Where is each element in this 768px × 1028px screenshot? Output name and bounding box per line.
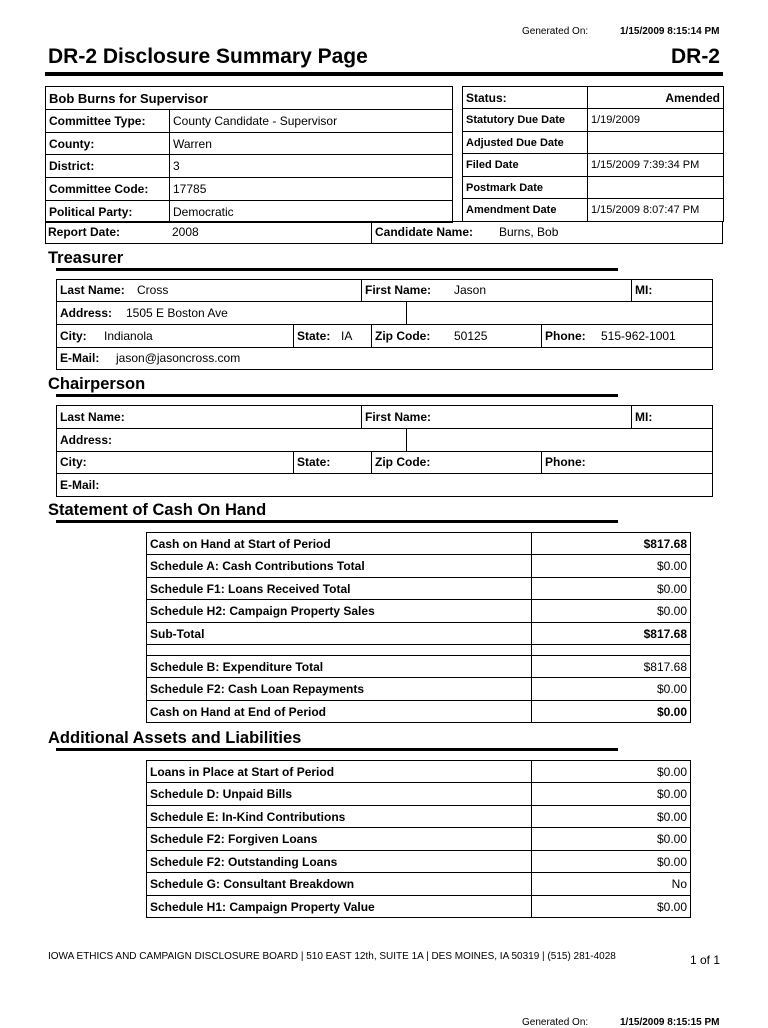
- committee-row-value: 17785: [170, 178, 453, 201]
- form-code: DR-2: [670, 45, 720, 68]
- treasurer-address-value: 1505 E Boston Ave: [126, 306, 228, 320]
- cash-on-hand-heading: Statement of Cash On Hand: [48, 501, 267, 519]
- asset-row-value: $0.00: [532, 851, 691, 873]
- asset-row-label: Schedule E: In-Kind Contributions: [147, 806, 532, 828]
- asset-row: [147, 761, 691, 783]
- treasurer-col-divider: [541, 324, 542, 347]
- cash-on-hand-rule: [56, 520, 618, 523]
- asset-row: [147, 851, 691, 873]
- page-number: 1 of 1: [689, 953, 720, 967]
- cash-row-value: $817.68: [532, 656, 691, 678]
- assets-table: [146, 760, 691, 918]
- next-generated-on-label: Generated On:: [522, 1017, 589, 1028]
- status-row-value: 1/15/2009 8:07:47 PM: [588, 199, 724, 222]
- chairperson-rule: [56, 394, 618, 397]
- asset-row-value: $0.00: [532, 761, 691, 783]
- treasurer-phone-label: Phone:: [545, 329, 586, 343]
- cash-row: [147, 533, 691, 555]
- status-row-label: Adjusted Due Date: [463, 132, 588, 154]
- asset-row-value: $0.00: [532, 896, 691, 918]
- chairperson-col-divider: [361, 405, 362, 428]
- asset-row-value: $0.00: [532, 806, 691, 828]
- treasurer-address-label: Address:: [60, 306, 113, 320]
- status-row: [463, 154, 724, 177]
- chairperson-col-divider: [631, 405, 632, 428]
- chairperson-city-label: City:: [60, 455, 87, 469]
- asset-row-label: Schedule G: Consultant Breakdown: [147, 873, 532, 896]
- status-row: [463, 109, 724, 132]
- status-row: [463, 177, 724, 199]
- status-row-value: [588, 177, 724, 199]
- committee-row-value: Warren: [170, 133, 453, 155]
- cash-row: [147, 678, 691, 701]
- treasurer-row-divider: [56, 301, 713, 302]
- cash-row: [147, 623, 691, 645]
- treasurer-email-label: E-Mail:: [60, 351, 100, 365]
- status-table: [462, 86, 724, 222]
- report-date-divider: [371, 221, 372, 244]
- committee-row: [46, 201, 453, 223]
- chairperson-address-label: Address:: [60, 433, 113, 447]
- treasurer-col-divider: [361, 279, 362, 302]
- treasurer-last-name-value: Cross: [137, 283, 169, 297]
- candidate-name-value: Burns, Bob: [499, 225, 559, 239]
- title-rule: [45, 72, 723, 76]
- report-date-label: Report Date:: [48, 225, 121, 239]
- chairperson-col-divider: [541, 451, 542, 473]
- cash-row-label: Schedule F1: Loans Received Total: [147, 578, 532, 600]
- status-row-label: Statutory Due Date: [463, 109, 588, 132]
- status-row-value: 1/15/2009 7:39:34 PM: [588, 154, 724, 177]
- committee-row-label: District:: [46, 155, 170, 178]
- assets-rule: [56, 748, 618, 751]
- treasurer-city-label: City:: [60, 329, 87, 343]
- status-row-value: [588, 132, 724, 154]
- cash-row-label: Cash on Hand at End of Period: [147, 701, 532, 723]
- treasurer-row-divider: [56, 347, 713, 348]
- chairperson-heading: Chairperson: [48, 375, 146, 393]
- committee-row-value: County Candidate - Supervisor: [170, 110, 453, 133]
- status-badge: Amended: [588, 87, 724, 109]
- generated-on-label: Generated On:: [522, 26, 589, 37]
- asset-row-value: $0.00: [532, 783, 691, 806]
- cash-row-value: $0.00: [532, 678, 691, 701]
- asset-row: [147, 896, 691, 918]
- committee-row: [46, 178, 453, 201]
- chairperson-row-divider: [56, 473, 713, 474]
- candidate-name-label: Candidate Name:: [375, 225, 474, 239]
- cash-row-value: $817.68: [532, 533, 691, 555]
- cash-row-label: Schedule F2: Cash Loan Repayments: [147, 678, 532, 701]
- chairperson-state-label: State:: [297, 455, 331, 469]
- cash-row-value: $0.00: [532, 600, 691, 623]
- asset-row: [147, 806, 691, 828]
- committee-row-label: Political Party:: [46, 201, 170, 223]
- asset-row-label: Schedule H1: Campaign Property Value: [147, 896, 532, 918]
- cash-on-hand-table: [146, 532, 691, 723]
- committee-table: [45, 86, 453, 223]
- cash-row-value: $817.68: [532, 623, 691, 645]
- asset-row: [147, 873, 691, 896]
- status-row-label: Amendment Date: [463, 199, 588, 222]
- cash-row: [147, 656, 691, 678]
- chairperson-first-name-label: First Name:: [365, 410, 432, 424]
- treasurer-row-divider: [56, 324, 713, 325]
- cash-row-label: Cash on Hand at Start of Period: [147, 533, 532, 555]
- cash-row: [147, 600, 691, 623]
- chairperson-last-name-label: Last Name:: [60, 410, 125, 424]
- asset-row-label: Loans in Place at Start of Period: [147, 761, 532, 783]
- cash-row-label: Schedule B: Expenditure Total: [147, 656, 532, 678]
- assets-heading: Additional Assets and Liabilities: [48, 729, 302, 747]
- cash-row-value: $0.00: [532, 555, 691, 578]
- committee-name: Bob Burns for Supervisor: [46, 87, 453, 110]
- treasurer-rule: [56, 268, 618, 271]
- chairperson-row-divider: [56, 428, 713, 429]
- treasurer-col-divider: [406, 301, 407, 324]
- asset-row-label: Schedule F2: Outstanding Loans: [147, 851, 532, 873]
- committee-row-value: Democratic: [170, 201, 453, 223]
- status-row-label: Filed Date: [463, 154, 588, 177]
- treasurer-first-name-label: First Name:: [365, 283, 432, 297]
- treasurer-last-name-label: Last Name:: [60, 283, 125, 297]
- treasurer-phone-value: 515-962-1001: [601, 329, 676, 343]
- treasurer-city-value: Indianola: [104, 329, 153, 343]
- status-row: [463, 132, 724, 154]
- committee-row: [46, 133, 453, 155]
- chairperson-zip-label: Zip Code:: [375, 455, 431, 469]
- asset-row-value: $0.00: [532, 828, 691, 851]
- cash-row-label: Schedule H2: Campaign Property Sales: [147, 600, 532, 623]
- chairperson-col-divider: [293, 451, 294, 473]
- chairperson-mi-label: MI:: [635, 410, 653, 424]
- status-row-value: 1/19/2009: [588, 109, 724, 132]
- status-row: [463, 199, 724, 222]
- status-label: Status:: [463, 87, 588, 109]
- asset-row: [147, 783, 691, 806]
- chairperson-row-divider: [56, 451, 713, 452]
- committee-row-value: 3: [170, 155, 453, 178]
- next-generated-on-value: 1/15/2009 8:15:15 PM: [620, 1017, 720, 1028]
- treasurer-col-divider: [631, 279, 632, 302]
- treasurer-zip-value: 50125: [454, 329, 488, 343]
- treasurer-col-divider: [371, 324, 372, 347]
- chairperson-email-label: E-Mail:: [60, 478, 100, 492]
- chairperson-col-divider: [371, 451, 372, 473]
- committee-row-label: County:: [46, 133, 170, 155]
- cash-row: [147, 578, 691, 600]
- cash-row-label: Sub-Total: [147, 623, 532, 645]
- report-date-value: 2008: [172, 225, 199, 239]
- committee-row: [46, 110, 453, 133]
- chairperson-phone-label: Phone:: [545, 455, 586, 469]
- committee-row-label: Committee Type:: [46, 110, 170, 133]
- cash-row: [147, 555, 691, 578]
- cash-row: [147, 701, 691, 723]
- cash-row-value: $0.00: [532, 578, 691, 600]
- treasurer-state-label: State:: [297, 329, 331, 343]
- committee-row: [46, 155, 453, 178]
- cash-row-label: Schedule A: Cash Contributions Total: [147, 555, 532, 578]
- treasurer-mi-label: MI:: [635, 283, 653, 297]
- asset-row-label: Schedule D: Unpaid Bills: [147, 783, 532, 806]
- treasurer-col-divider: [293, 324, 294, 347]
- treasurer-state-value: IA: [341, 329, 353, 343]
- committee-row-label: Committee Code:: [46, 178, 170, 201]
- treasurer-first-name-value: Jason: [454, 283, 487, 297]
- asset-row-value: No: [532, 873, 691, 896]
- cash-row-value: $0.00: [532, 701, 691, 723]
- generated-on-value: 1/15/2009 8:15:14 PM: [620, 26, 720, 37]
- asset-row: [147, 828, 691, 851]
- treasurer-heading: Treasurer: [48, 249, 124, 267]
- asset-row-label: Schedule F2: Forgiven Loans: [147, 828, 532, 851]
- status-row-label: Postmark Date: [463, 177, 588, 199]
- footer-board-info: IOWA ETHICS AND CAMPAIGN DISCLOSURE BOARD | 510 EAST 12th, SUITE 1A | DES MOINES, IA 50319 | (515) 281-4028: [48, 951, 616, 962]
- treasurer-zip-label: Zip Code:: [375, 329, 431, 343]
- treasurer-email-value: jason@jasoncross.com: [116, 351, 241, 365]
- cash-spacer-row: [147, 645, 691, 656]
- page-title: DR-2 Disclosure Summary Page: [48, 45, 368, 68]
- chairperson-col-divider: [406, 428, 407, 451]
